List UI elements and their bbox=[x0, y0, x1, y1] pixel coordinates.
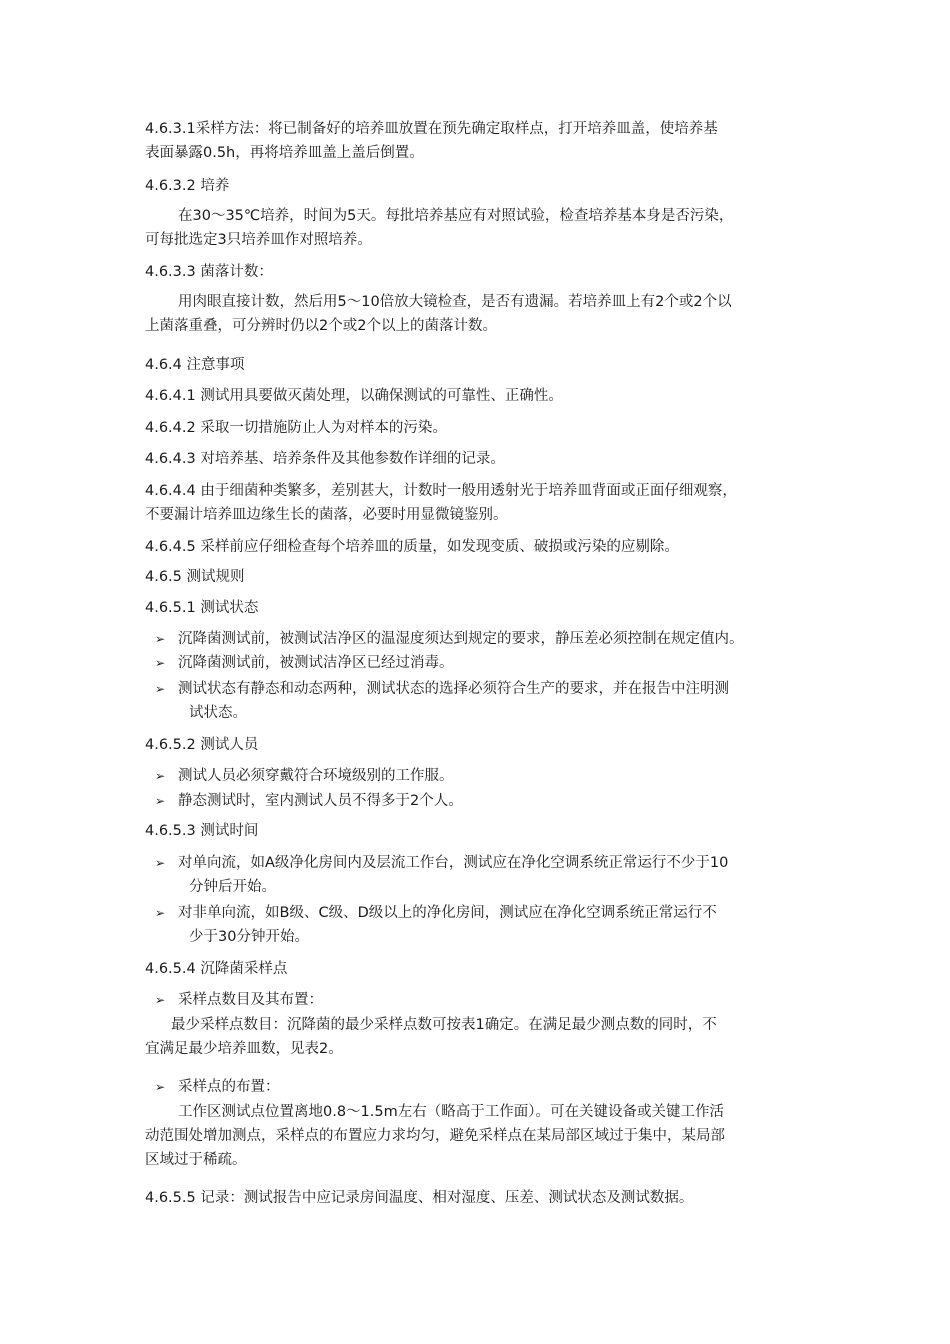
arrow-bullet-icon: ➢ bbox=[155, 794, 166, 808]
subsection-4655-records bbox=[145, 1186, 810, 1210]
section-4631-sampling-method bbox=[145, 117, 810, 165]
note-text: 4.6.4.5 采样前应仔细检查每个培养皿的质量，如发现变质、破损或污染的应剔除。 bbox=[145, 539, 679, 555]
paragraph-line: 表面暴露0.5h，再将培养皿盖上盖后倒置。 bbox=[145, 145, 424, 161]
paragraph-line: 4.6.3.1采样方法：将已制备好的培养皿放置在预先确定取样点，打开培养皿盖，使培养基 bbox=[145, 121, 718, 137]
bullet-text: 对非单向流，如B级、C级、D级以上的净化房间，测试应在净化空调系统正常运行不 bbox=[178, 905, 717, 921]
paragraph-line: 最少采样点数目：沉降菌的最少采样点数可按表1确定。在满足最少测点数的同时，不 bbox=[171, 1017, 717, 1033]
section-4633-colony-count bbox=[145, 260, 810, 284]
bullet-text: 少于30分钟开始。 bbox=[189, 929, 309, 945]
arrow-bullet-icon: ➢ bbox=[155, 769, 166, 783]
bullet-text: 试状态。 bbox=[189, 705, 247, 721]
arrow-bullet-icon: ➢ bbox=[155, 682, 166, 696]
bullet-text: 静态测试时，室内测试人员不得多于2个人。 bbox=[178, 793, 463, 809]
section-4632-body bbox=[145, 204, 810, 252]
section-heading: 4.6.3.2 培养 bbox=[145, 178, 230, 194]
subsection-4652-test-personnel bbox=[145, 733, 810, 757]
bullet-text: 测试人员必须穿戴符合环境级别的工作服。 bbox=[178, 768, 454, 784]
section-heading: 4.6.4 注意事项 bbox=[145, 357, 245, 373]
note-text: 4.6.4.2 采取一切措施防止人为对样本的污染。 bbox=[145, 420, 447, 436]
note-text: 不要漏计培养皿边缘生长的菌落，必要时用显微镜鉴别。 bbox=[145, 507, 508, 523]
bullet-text: 分钟后开始。 bbox=[189, 879, 276, 895]
arrow-bullet-icon: ➢ bbox=[155, 856, 166, 870]
subsection-4653-test-time bbox=[145, 819, 810, 843]
arrow-bullet-icon: ➢ bbox=[155, 993, 166, 1007]
paragraph-line: 宜满足最少培养皿数，见表2。 bbox=[145, 1041, 343, 1057]
subsection-heading: 4.6.5.2 测试人员 bbox=[145, 737, 259, 753]
subsection-4654-sampling-points bbox=[145, 957, 810, 981]
arrow-bullet-icon: ➢ bbox=[155, 1080, 166, 1094]
paragraph-line: 可每批选定3只培养皿作对照培养。 bbox=[145, 232, 372, 248]
note-item bbox=[145, 384, 810, 408]
paragraph-line: 工作区测试点位置离地0.8～1.5m左右（略高于工作面）。可在关键设备或关键工作活 bbox=[178, 1104, 724, 1120]
sampling-layout-paragraph bbox=[145, 1100, 810, 1172]
note-text: 4.6.4.3 对培养基、培养条件及其他参数作详细的记录。 bbox=[145, 451, 505, 467]
note-text: 4.6.4.1 测试用具要做灭菌处理，以确保测试的可靠性、正确性。 bbox=[145, 388, 563, 404]
records-text: 4.6.5.5 记录：测试报告中应记录房间温度、相对湿度、压差、测试状态及测试数据。 bbox=[145, 1190, 694, 1206]
bullet-text: 沉降菌测试前，被测试洁净区已经过消毒。 bbox=[178, 655, 454, 671]
bullet-text: 采样点的布置： bbox=[178, 1079, 280, 1095]
note-item bbox=[145, 416, 810, 440]
subsection-heading: 4.6.5.1 测试状态 bbox=[145, 600, 259, 616]
section-heading: 4.6.5 测试规则 bbox=[145, 569, 245, 585]
note-text: 4.6.4.4 由于细菌种类繁多，差别甚大，计数时一般用透射光于培养皿背面或正面仔细观察， bbox=[145, 483, 737, 499]
section-465-test-rules bbox=[145, 565, 810, 589]
bullet-text: 测试状态有静态和动态两种，测试状态的选择必须符合生产的要求，并在报告中注明测 bbox=[178, 681, 729, 697]
paragraph-line: 上菌落重叠，可分辨时仍以2个或2个以上的菌落计数。 bbox=[145, 318, 497, 334]
note-item bbox=[145, 447, 810, 471]
section-4633-body bbox=[145, 290, 810, 338]
subsection-heading: 4.6.5.4 沉降菌采样点 bbox=[145, 961, 288, 977]
subsection-heading: 4.6.5.3 测试时间 bbox=[145, 823, 259, 839]
paragraph-line: 用肉眼直接计数，然后用5～10倍放大镜检查，是否有遗漏。若培养皿上有2个或2个以 bbox=[178, 294, 732, 310]
bullet-text: 采样点数目及其布置： bbox=[178, 992, 323, 1008]
bullet-text: 对单向流，如A级净化房间内及层流工作台，测试应在净化空调系统正常运行不少于10 bbox=[178, 855, 729, 871]
note-item bbox=[145, 535, 810, 559]
bullet-text: 沉降菌测试前，被测试洁净区的温湿度须达到规定的要求，静压差必须控制在规定值内。 bbox=[178, 631, 744, 647]
section-464-notes bbox=[145, 353, 810, 377]
arrow-bullet-icon: ➢ bbox=[155, 656, 166, 670]
paragraph-line: 动范围处增加测点，采样点的布置应力求均匀，避免采样点在某局部区域过于集中，某局部 bbox=[145, 1128, 725, 1144]
paragraph-line: 区域过于稀疏。 bbox=[145, 1152, 247, 1168]
arrow-bullet-icon: ➢ bbox=[155, 906, 166, 920]
paragraph-line: 在30～35℃培养，时间为5天。每批培养基应有对照试验，检查培养基本身是否污染， bbox=[178, 208, 734, 224]
subsection-4651-test-state bbox=[145, 596, 810, 620]
sampling-count-paragraph bbox=[145, 1013, 810, 1061]
arrow-bullet-icon: ➢ bbox=[155, 632, 166, 646]
section-4632-culture bbox=[145, 174, 810, 198]
note-item bbox=[145, 479, 810, 527]
section-heading: 4.6.3.3 菌落计数： bbox=[145, 264, 273, 280]
